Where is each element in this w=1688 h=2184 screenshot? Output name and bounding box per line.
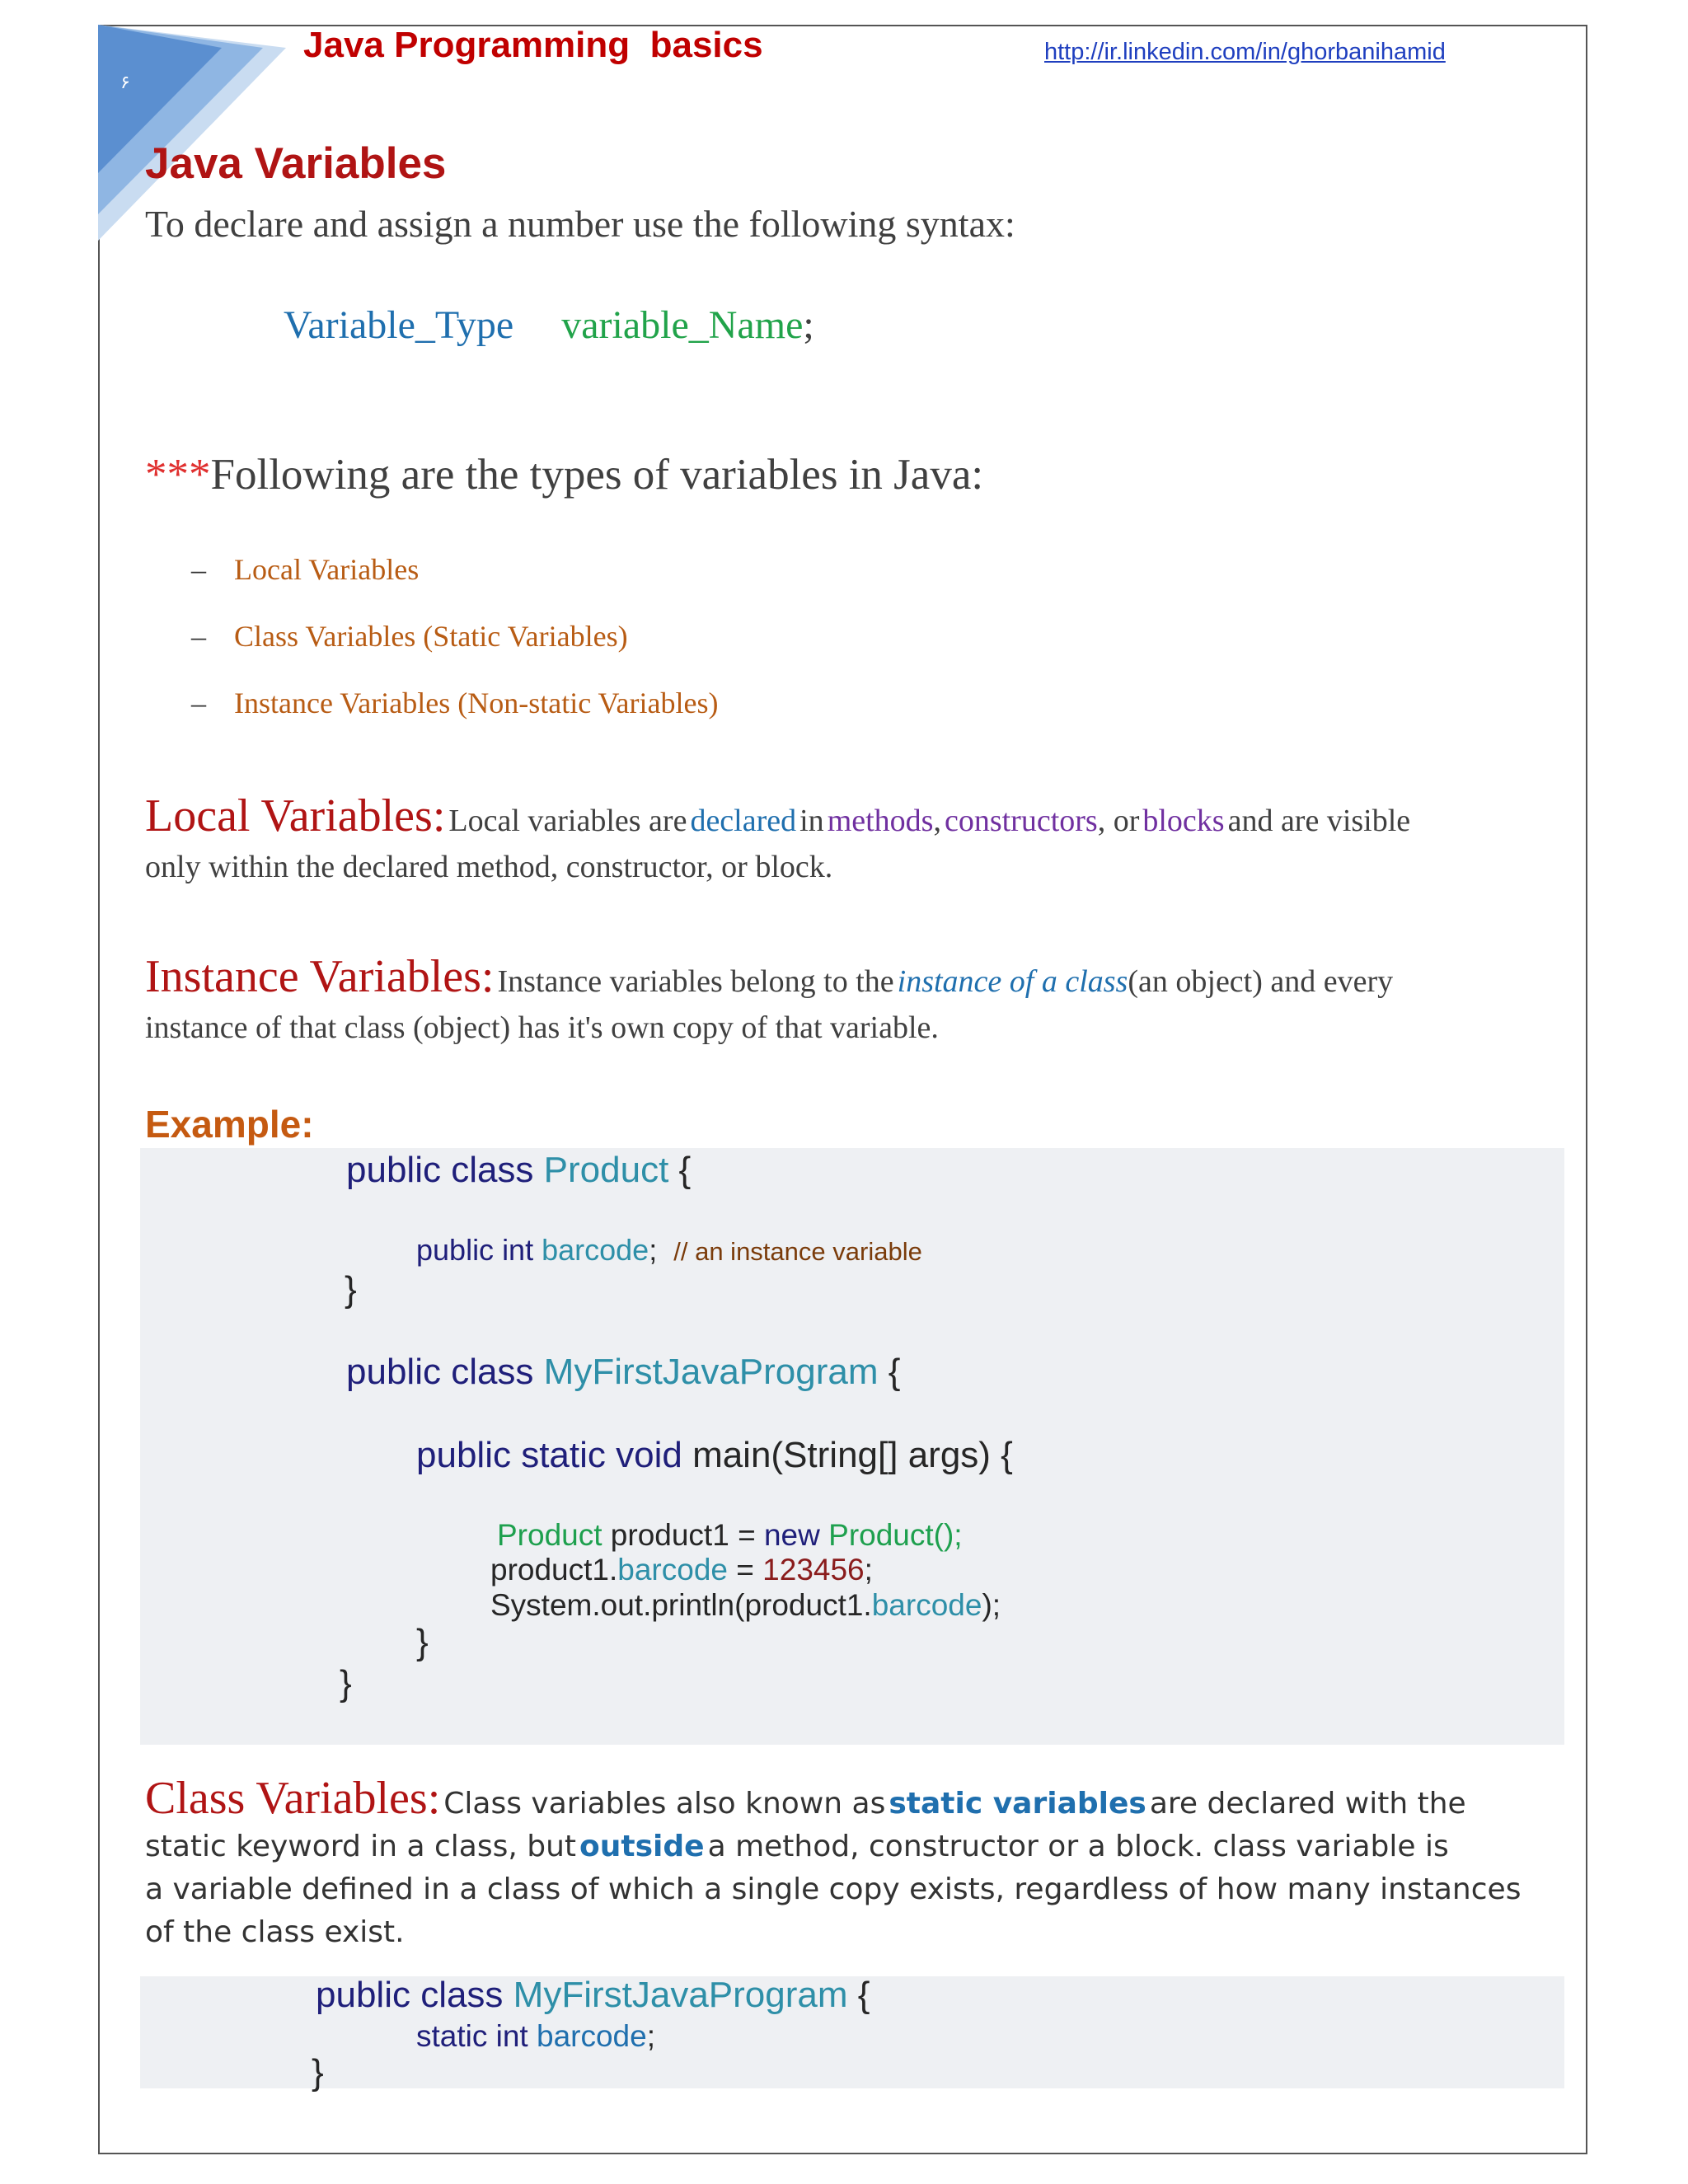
code-brace: { xyxy=(888,1352,901,1392)
text: a variable defined in a class of which a single copy exists, regardless of how many instances xyxy=(145,1872,1522,1906)
code-brace: { xyxy=(678,1150,692,1190)
keyword: instance of a class xyxy=(897,964,1128,999)
intro-text: To declare and assign a number use the following syntax: xyxy=(145,203,1015,245)
code-identifier: Product xyxy=(497,1518,603,1552)
code-text: ); xyxy=(982,1588,1001,1622)
keyword: declared xyxy=(690,804,797,838)
code-text: main(String[] args) { xyxy=(692,1435,1013,1475)
header-title: Java Programming basics xyxy=(303,25,763,65)
code-semicolon: ; xyxy=(646,2019,655,2053)
text: Class variables also known as xyxy=(443,1787,886,1821)
instance-variables-paragraph xyxy=(145,950,1546,1046)
code-comment: // an instance variable xyxy=(673,1237,922,1266)
code-line: } xyxy=(340,1663,352,1704)
types-heading-text: Following are the types of variables in Java: xyxy=(210,451,984,499)
keyword: outside xyxy=(579,1830,705,1863)
code-line xyxy=(490,1588,1001,1623)
code-line: } xyxy=(312,2052,324,2093)
text: a method, constructor or a block. class variable is xyxy=(707,1830,1449,1863)
list-item-label: Class Variables (Static Variables) xyxy=(234,620,628,653)
dash-bullet: – xyxy=(191,553,206,586)
code-line xyxy=(346,1352,900,1393)
text: , xyxy=(933,804,941,838)
code-text: = xyxy=(728,1553,763,1586)
text: Local variables are xyxy=(448,804,687,838)
code-keyword: public class xyxy=(346,1150,534,1190)
list-item xyxy=(191,686,718,720)
code-line xyxy=(346,1150,691,1191)
text: static keyword in a class, but xyxy=(145,1830,577,1863)
class-lead: Class Variables: xyxy=(145,1773,441,1824)
list-item-label: Local Variables xyxy=(234,553,420,586)
code-identifier: MyFirstJavaProgram xyxy=(543,1352,879,1392)
code-text: product1. xyxy=(490,1553,618,1586)
list-item xyxy=(191,552,419,587)
syntax-semicolon: ; xyxy=(803,303,814,347)
code-identifier: Product xyxy=(543,1150,669,1190)
keyword: blocks xyxy=(1142,804,1225,838)
local-lead: Local Variables: xyxy=(145,790,446,841)
code-keyword: public int xyxy=(416,1233,534,1267)
syntax-name: variable_Name xyxy=(561,303,804,347)
instance-lead: Instance Variables: xyxy=(145,951,495,1002)
list-item xyxy=(191,619,628,654)
code-line: } xyxy=(416,1622,429,1662)
code-line xyxy=(416,1233,922,1268)
local-variables-paragraph xyxy=(145,790,1546,885)
keyword: methods xyxy=(827,804,934,838)
example-label: Example: xyxy=(145,1103,314,1146)
code-keyword: public static void xyxy=(416,1435,682,1475)
local-line-2: only within the declared method, constructor, or block. xyxy=(145,850,833,884)
text: , or xyxy=(1097,804,1140,838)
code-line xyxy=(416,2019,655,2054)
header-link[interactable]: http://ir.linkedin.com/in/ghorbanihamid xyxy=(1044,39,1446,65)
code-line: } xyxy=(345,1269,357,1310)
code-line xyxy=(497,1518,963,1553)
page-title: Java Variables xyxy=(145,139,447,188)
stars: *** xyxy=(145,451,211,499)
code-line xyxy=(490,1553,873,1587)
class-variables-paragraph xyxy=(145,1773,1563,1957)
code-keyword: static int xyxy=(416,2019,528,2053)
instance-line-2: instance of that class (object) has it's own copy of that variable. xyxy=(145,1010,939,1045)
code-identifier: barcode xyxy=(617,1553,728,1586)
text: in xyxy=(799,804,824,838)
code-brace: { xyxy=(857,1975,870,2015)
text: of the class exist. xyxy=(145,1915,405,1949)
types-heading xyxy=(145,450,983,499)
code-text: System.out.println(product1. xyxy=(490,1588,872,1622)
code-text: product1 = xyxy=(610,1518,756,1552)
code-keyword: public class xyxy=(316,1975,504,2015)
keyword: static variables xyxy=(889,1787,1146,1821)
code-line xyxy=(316,1975,870,2016)
code-number: 123456 xyxy=(762,1553,865,1586)
code-identifier: Product(); xyxy=(828,1518,963,1552)
text: Instance variables belong to the xyxy=(497,964,894,999)
dash-bullet: – xyxy=(191,620,206,653)
code-identifier: barcode xyxy=(871,1588,982,1622)
list-item-label: Instance Variables (Non-static Variables) xyxy=(234,687,719,719)
dash-bullet: – xyxy=(191,687,206,719)
code-keyword: public class xyxy=(346,1352,534,1392)
code-keyword: new xyxy=(763,1518,820,1552)
text: (an object) and every xyxy=(1128,964,1394,999)
code-semicolon: ; xyxy=(864,1553,873,1586)
text: and are visible xyxy=(1227,804,1411,838)
code-identifier: barcode xyxy=(542,1233,649,1267)
syntax-line xyxy=(284,302,814,348)
page-number: ۶ xyxy=(120,73,130,93)
code-identifier: MyFirstJavaProgram xyxy=(513,1975,848,2015)
code-line xyxy=(416,1435,1013,1476)
syntax-type: Variable_Type xyxy=(284,303,514,347)
code-semicolon: ; xyxy=(649,1233,658,1267)
text: are declared with the xyxy=(1149,1787,1466,1821)
keyword: constructors xyxy=(944,804,1098,838)
code-identifier: barcode xyxy=(537,2019,647,2053)
